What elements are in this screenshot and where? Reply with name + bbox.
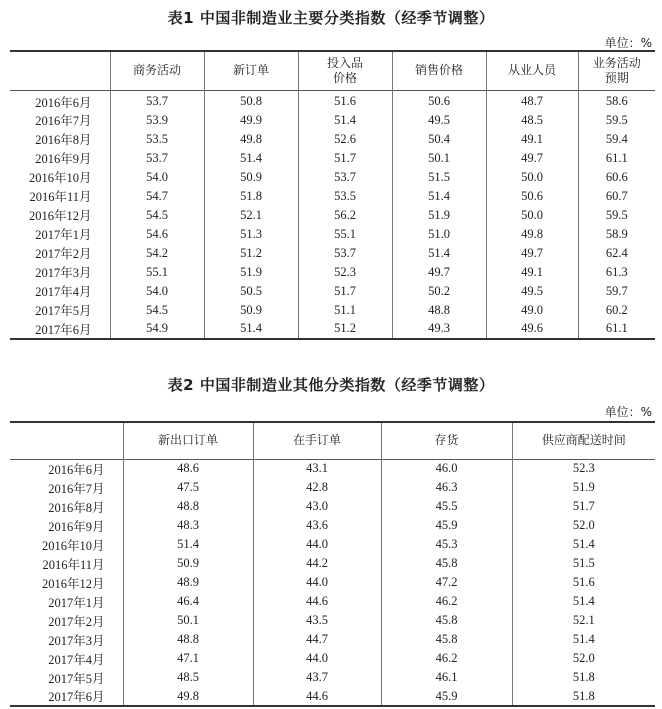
table-cell: 48.7 <box>486 90 578 111</box>
row-label: 2017年2月 <box>48 614 105 629</box>
column-header: 新订单 <box>204 51 298 90</box>
table-cell: 51.2 <box>204 244 298 263</box>
table1 <box>10 50 655 340</box>
table-row <box>10 301 655 320</box>
table-cell: 51.1 <box>298 301 392 320</box>
table-cell: 51.9 <box>204 263 298 282</box>
table-cell: 50.9 <box>123 554 253 573</box>
table-cell: 43.7 <box>253 668 381 687</box>
table-cell: 49.0 <box>486 301 578 320</box>
header-corner <box>10 51 110 90</box>
table-cell: 51.7 <box>298 149 392 168</box>
table2-unit: 单位：% <box>604 405 652 419</box>
table-cell: 59.4 <box>578 130 655 149</box>
header-corner <box>10 422 123 459</box>
table-cell: 50.1 <box>392 149 486 168</box>
table-cell: 54.9 <box>110 320 204 339</box>
table-cell: 55.1 <box>298 225 392 244</box>
table-cell: 51.4 <box>204 149 298 168</box>
column-header: 供应商配送时间 <box>512 422 655 459</box>
table-cell: 60.2 <box>578 301 655 320</box>
table-cell: 51.4 <box>512 592 655 611</box>
row-label: 2017年1月 <box>48 595 105 610</box>
column-header: 从业人员 <box>486 51 578 90</box>
row-label: 2016年11月 <box>42 557 105 572</box>
row-label: 2016年12月 <box>41 576 105 591</box>
table-cell: 44.6 <box>253 592 381 611</box>
table2-title: 表2 中国非制造业其他分类指数（经季节调整） <box>167 376 495 394</box>
row-label: 2017年2月 <box>35 247 92 261</box>
table-cell: 51.4 <box>392 187 486 206</box>
table-cell: 50.0 <box>486 206 578 225</box>
row-label: 2016年7月 <box>35 114 92 128</box>
table-cell: 46.0 <box>381 459 512 478</box>
table-cell: 52.1 <box>204 206 298 225</box>
row-label: 2016年12月 <box>28 209 92 223</box>
table-cell: 49.8 <box>123 687 253 706</box>
table-cell: 62.4 <box>578 244 655 263</box>
row-label: 2016年6月 <box>35 95 92 110</box>
table-cell: 44.6 <box>253 687 381 706</box>
table-cell: 59.7 <box>578 282 655 301</box>
column-header: 在手订单 <box>253 422 381 459</box>
table-cell: 49.5 <box>486 282 578 301</box>
row-label: 2016年10月 <box>28 171 92 185</box>
column-header: 业务活动 预期 <box>578 51 655 90</box>
table-row <box>10 630 655 649</box>
table-cell: 51.7 <box>512 497 655 516</box>
table-cell: 51.5 <box>392 168 486 187</box>
table-cell: 51.6 <box>298 90 392 111</box>
table-cell: 43.5 <box>253 611 381 630</box>
table-cell: 59.5 <box>578 206 655 225</box>
table-cell: 53.5 <box>110 130 204 149</box>
table-row <box>10 535 655 554</box>
row-label: 2016年9月 <box>48 519 105 534</box>
table-cell: 50.8 <box>204 90 298 111</box>
table-cell: 53.9 <box>110 111 204 130</box>
table-cell: 49.8 <box>204 130 298 149</box>
table-cell: 48.5 <box>486 111 578 130</box>
table-cell: 61.1 <box>578 320 655 339</box>
table-cell: 49.5 <box>392 111 486 130</box>
row-label: 2016年6月 <box>48 462 105 477</box>
table-cell: 51.2 <box>298 320 392 339</box>
table-cell: 50.6 <box>392 90 486 111</box>
table-cell: 48.9 <box>123 573 253 592</box>
table-row <box>10 649 655 668</box>
table-cell: 45.3 <box>381 535 512 554</box>
table-cell: 50.2 <box>392 282 486 301</box>
table-cell: 54.5 <box>110 301 204 320</box>
table-row <box>10 244 655 263</box>
row-label: 2017年6月 <box>35 322 92 337</box>
table-cell: 48.3 <box>123 516 253 535</box>
table-row <box>10 687 655 706</box>
table-cell: 46.1 <box>381 668 512 687</box>
table-cell: 45.8 <box>381 630 512 649</box>
table-row <box>10 149 655 168</box>
row-label: 2017年4月 <box>48 652 105 667</box>
table1-body <box>10 90 655 339</box>
table-cell: 60.7 <box>578 187 655 206</box>
row-label: 2017年3月 <box>35 266 92 280</box>
table-cell: 51.4 <box>512 630 655 649</box>
table-cell: 46.3 <box>381 478 512 497</box>
table-cell: 48.5 <box>123 668 253 687</box>
table-cell: 51.6 <box>512 573 655 592</box>
table-cell: 51.8 <box>512 668 655 687</box>
table-cell: 53.7 <box>298 168 392 187</box>
table-cell: 52.6 <box>298 130 392 149</box>
table-cell: 50.9 <box>204 301 298 320</box>
table-cell: 50.9 <box>204 168 298 187</box>
table2-body <box>10 459 655 706</box>
table-cell: 52.0 <box>512 516 655 535</box>
table-cell: 49.6 <box>486 320 578 339</box>
table-row <box>10 497 655 516</box>
row-label: 2016年7月 <box>48 481 105 496</box>
table-cell: 45.9 <box>381 687 512 706</box>
table-cell: 51.4 <box>392 244 486 263</box>
table-cell: 45.9 <box>381 516 512 535</box>
table-row <box>10 592 655 611</box>
table-row <box>10 573 655 592</box>
table-cell: 54.6 <box>110 225 204 244</box>
column-header: 存货 <box>381 422 512 459</box>
table-cell: 54.0 <box>110 168 204 187</box>
table-cell: 47.2 <box>381 573 512 592</box>
table-cell: 49.7 <box>392 263 486 282</box>
table-cell: 50.0 <box>486 168 578 187</box>
table-cell: 46.2 <box>381 649 512 668</box>
table-cell: 53.7 <box>110 149 204 168</box>
table-row <box>10 282 655 301</box>
table-cell: 53.7 <box>110 90 204 111</box>
table-cell: 51.7 <box>298 282 392 301</box>
table-cell: 48.8 <box>123 497 253 516</box>
table-cell: 52.0 <box>512 649 655 668</box>
table-cell: 44.0 <box>253 649 381 668</box>
table-row <box>10 459 655 478</box>
table-cell: 51.5 <box>512 554 655 573</box>
table-cell: 43.1 <box>253 459 381 478</box>
row-label: 2016年8月 <box>48 500 105 515</box>
table-cell: 51.0 <box>392 225 486 244</box>
table-cell: 52.1 <box>512 611 655 630</box>
table-cell: 50.5 <box>204 282 298 301</box>
table-cell: 48.6 <box>123 459 253 478</box>
table-cell: 43.6 <box>253 516 381 535</box>
table-cell: 51.4 <box>512 535 655 554</box>
table-cell: 54.7 <box>110 187 204 206</box>
table-row <box>10 90 655 111</box>
table-cell: 43.0 <box>253 497 381 516</box>
table-cell: 60.6 <box>578 168 655 187</box>
table-cell: 51.9 <box>392 206 486 225</box>
table-cell: 48.8 <box>392 301 486 320</box>
table-row <box>10 478 655 497</box>
table-cell: 44.0 <box>253 573 381 592</box>
table-row <box>10 130 655 149</box>
table-row <box>10 187 655 206</box>
row-label: 2017年6月 <box>48 690 105 704</box>
table1-unit: 单位：% <box>604 36 652 50</box>
table-cell: 49.7 <box>486 149 578 168</box>
row-label: 2016年11月 <box>29 190 92 204</box>
table-cell: 52.3 <box>512 459 655 478</box>
table-cell: 49.7 <box>486 244 578 263</box>
row-label: 2016年9月 <box>35 152 92 166</box>
table-cell: 45.8 <box>381 611 512 630</box>
table-cell: 45.5 <box>381 497 512 516</box>
table-cell: 45.8 <box>381 554 512 573</box>
table-cell: 51.8 <box>512 687 655 706</box>
table-cell: 50.6 <box>486 187 578 206</box>
table-row <box>10 516 655 535</box>
table-cell: 49.8 <box>486 225 578 244</box>
table-cell: 46.4 <box>123 592 253 611</box>
table-cell: 59.5 <box>578 111 655 130</box>
table-cell: 49.9 <box>204 111 298 130</box>
table-cell: 44.2 <box>253 554 381 573</box>
table-row <box>10 225 655 244</box>
table-cell: 50.1 <box>123 611 253 630</box>
column-header: 商务活动 <box>110 51 204 90</box>
table-cell: 61.1 <box>578 149 655 168</box>
table-cell: 55.1 <box>110 263 204 282</box>
table2 <box>10 421 655 707</box>
table-row <box>10 611 655 630</box>
table-cell: 44.0 <box>253 535 381 554</box>
table-cell: 51.3 <box>204 225 298 244</box>
row-label: 2017年3月 <box>48 633 105 648</box>
table-cell: 47.1 <box>123 649 253 668</box>
table-cell: 51.4 <box>298 111 392 130</box>
table-cell: 51.9 <box>512 478 655 497</box>
row-label: 2017年5月 <box>48 671 105 686</box>
table1-title: 表1 中国非制造业主要分类指数（经季节调整） <box>167 9 495 27</box>
column-header: 投入品 价格 <box>298 51 392 90</box>
row-label: 2017年4月 <box>35 285 92 299</box>
table-cell: 49.1 <box>486 263 578 282</box>
table-cell: 58.9 <box>578 225 655 244</box>
table-cell: 49.3 <box>392 320 486 339</box>
table-cell: 51.4 <box>123 535 253 554</box>
table-cell: 54.2 <box>110 244 204 263</box>
table-cell: 53.5 <box>298 187 392 206</box>
table-cell: 50.4 <box>392 130 486 149</box>
column-header: 销售价格 <box>392 51 486 90</box>
table-row <box>10 206 655 225</box>
table-cell: 44.7 <box>253 630 381 649</box>
table-row <box>10 320 655 339</box>
table-cell: 54.0 <box>110 282 204 301</box>
table2-header-row <box>10 422 655 459</box>
table-cell: 53.7 <box>298 244 392 263</box>
table-cell: 47.5 <box>123 478 253 497</box>
table-cell: 58.6 <box>578 90 655 111</box>
table-cell: 49.1 <box>486 130 578 149</box>
table-row <box>10 554 655 573</box>
row-label: 2016年8月 <box>35 133 92 147</box>
table-cell: 56.2 <box>298 206 392 225</box>
table-row <box>10 111 655 130</box>
table-row <box>10 668 655 687</box>
table-cell: 46.2 <box>381 592 512 611</box>
table-cell: 51.4 <box>204 320 298 339</box>
table1-header-row <box>10 51 655 90</box>
table-row <box>10 168 655 187</box>
row-label: 2017年1月 <box>35 228 92 242</box>
row-label: 2017年5月 <box>35 304 92 318</box>
table-cell: 42.8 <box>253 478 381 497</box>
row-label: 2016年10月 <box>41 538 105 553</box>
table-row <box>10 263 655 282</box>
table-cell: 52.3 <box>298 263 392 282</box>
column-header: 新出口订单 <box>123 422 253 459</box>
table-cell: 51.8 <box>204 187 298 206</box>
table-cell: 61.3 <box>578 263 655 282</box>
table-cell: 54.5 <box>110 206 204 225</box>
table-cell: 48.8 <box>123 630 253 649</box>
